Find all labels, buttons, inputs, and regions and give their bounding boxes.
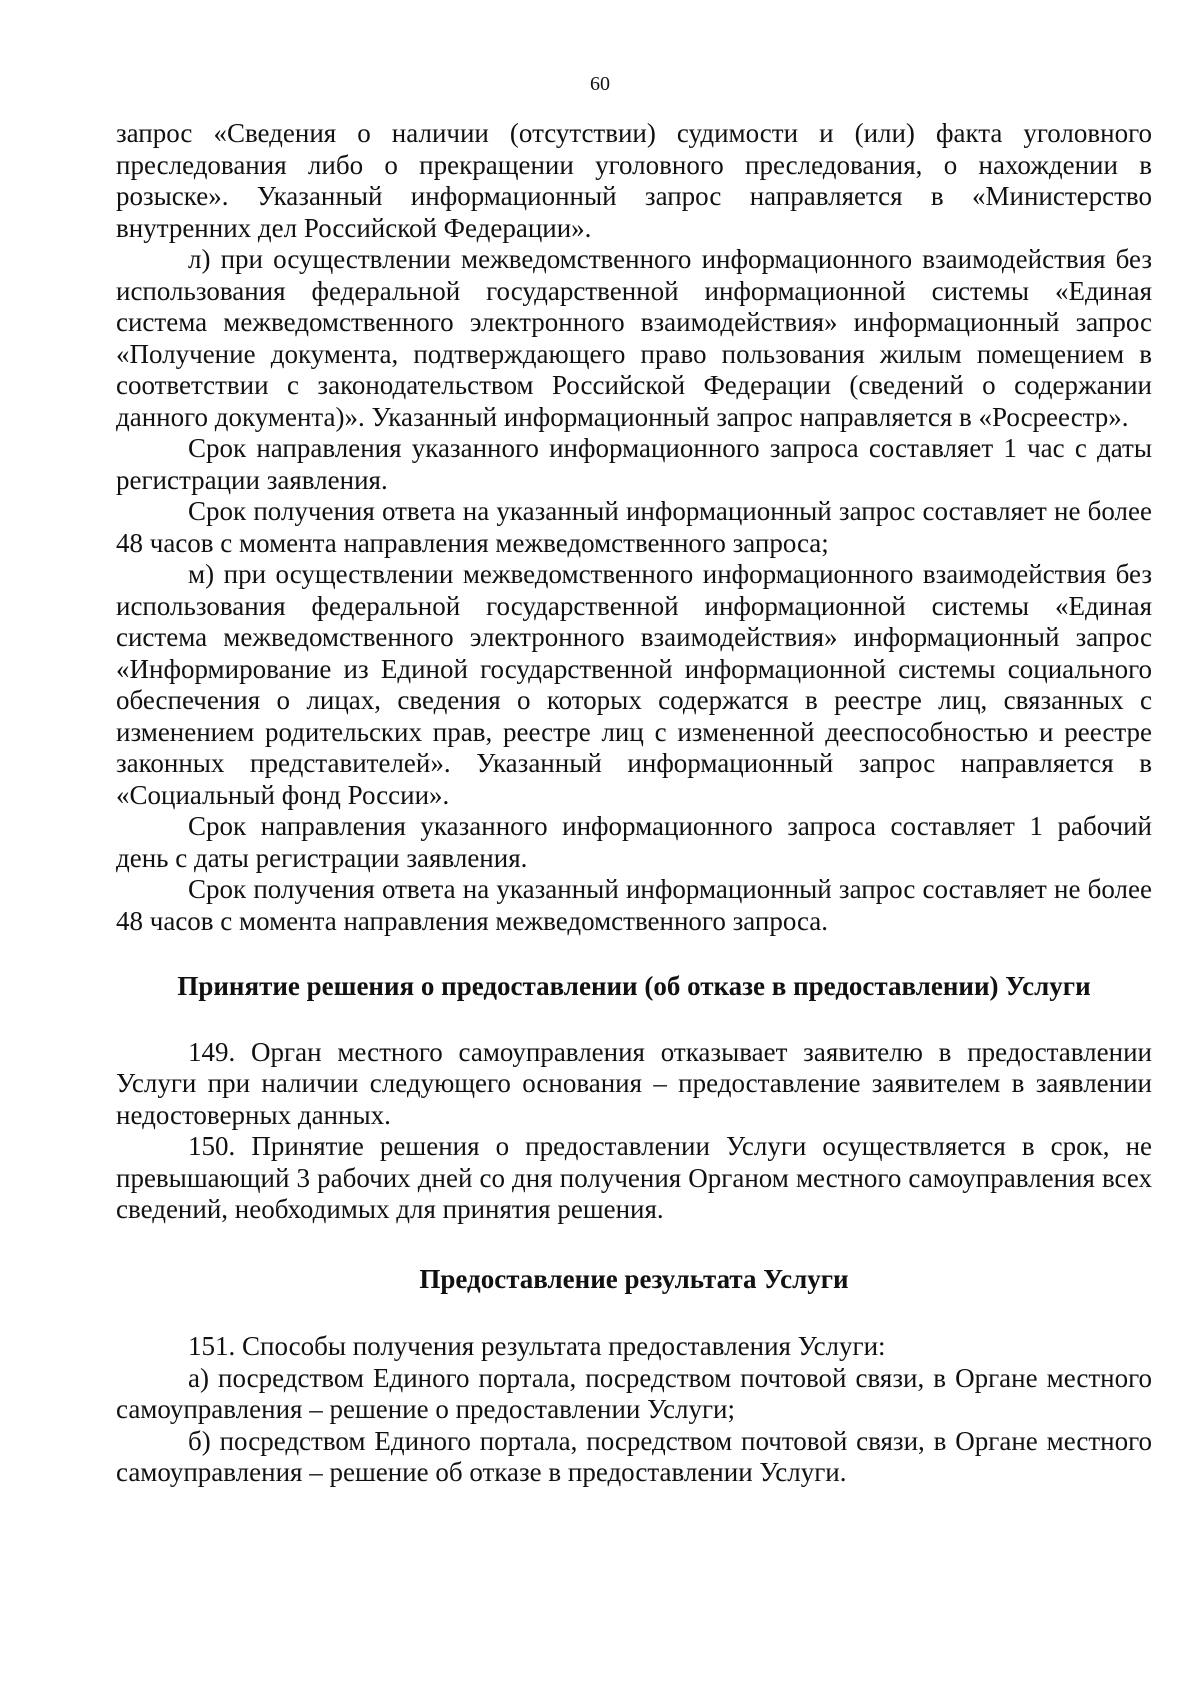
paragraph: Срок направления указанного информационного запроса составляет 1 час с даты регистрации заявления. xyxy=(116,433,1152,495)
paragraph: м) при осуществлении межведомственного информационного взаимодействия без использования федеральной государственной информационной системы «Единая система межведомственного электронного взаимодействия» информационный запрос «Информирование из Единой государственной информационной системы социального обеспечения о лицах, сведения о которых содержатся в реестре лиц, связанных с изменением родительских прав, реестре лиц с измененной дееспособностью и реестре законных представителей». Указанный информационный запрос направляется в «Социальный фонд России». xyxy=(116,559,1152,810)
paragraph: б) посредством Единого портала, посредством почтовой связи, в Органе местного самоуправления – решение об отказе в предоставлении Услуги. xyxy=(116,1425,1152,1487)
document-body xyxy=(116,118,1152,1489)
paragraph: 150. Принятие решения о предоставлении Услуги осуществляется в срок, не превышающий 3 рабочих дней со дня получения Органом местного самоуправления всех сведений, необходимых для принятия решения. xyxy=(116,1131,1152,1224)
paragraph: Срок получения ответа на указанный информационный запрос составляет не более 48 часов с момента направления межведомственного запроса. xyxy=(116,874,1152,936)
paragraph: Срок получения ответа на указанный информационный запрос составляет не более 48 часов с момента направления межведомственного запроса; xyxy=(116,496,1152,558)
paragraph: запрос «Сведения о наличии (отсутствии) судимости и (или) факта уголовного преследования либо о прекращении уголовного преследования, о нахождении в розыске». Указанный информационный запрос направляется в «Министерство внутренних дел Российской Федерации». xyxy=(116,118,1152,243)
section-heading: Принятие решения о предоставлении (об отказе в предоставлении) Услуги xyxy=(177,971,1091,1001)
page-number: 60 xyxy=(590,73,610,95)
section-heading: Предоставление результата Услуги xyxy=(419,1263,849,1294)
paragraph: Срок направления указанного информационного запроса составляет 1 рабочий день с даты регистрации заявления. xyxy=(116,811,1152,873)
paragraph: 149. Орган местного самоуправления отказывает заявителю в предоставлении Услуги при наличии следующего основания – предоставление заявителем в заявлении недостоверных данных. xyxy=(116,1036,1152,1130)
paragraph: а) посредством Единого портала, посредством почтовой связи, в Органе местного самоуправления – решение о предоставлении Услуги; xyxy=(116,1362,1152,1424)
paragraph: л) при осуществлении межведомственного информационного взаимодействия без использования федеральной государственной информационной системы «Единая система межведомственного электронного взаимодействия» информационный запрос «Получение документа, подтверждающего право пользования жилым помещением в соответствии с законодательством Российской Федерации (сведений о содержании данного документа)». Указанный информационный запрос направляется в «Росреестр». xyxy=(116,244,1152,432)
paragraph: 151. Способы получения результата предоставления Услуги: xyxy=(188,1331,886,1361)
